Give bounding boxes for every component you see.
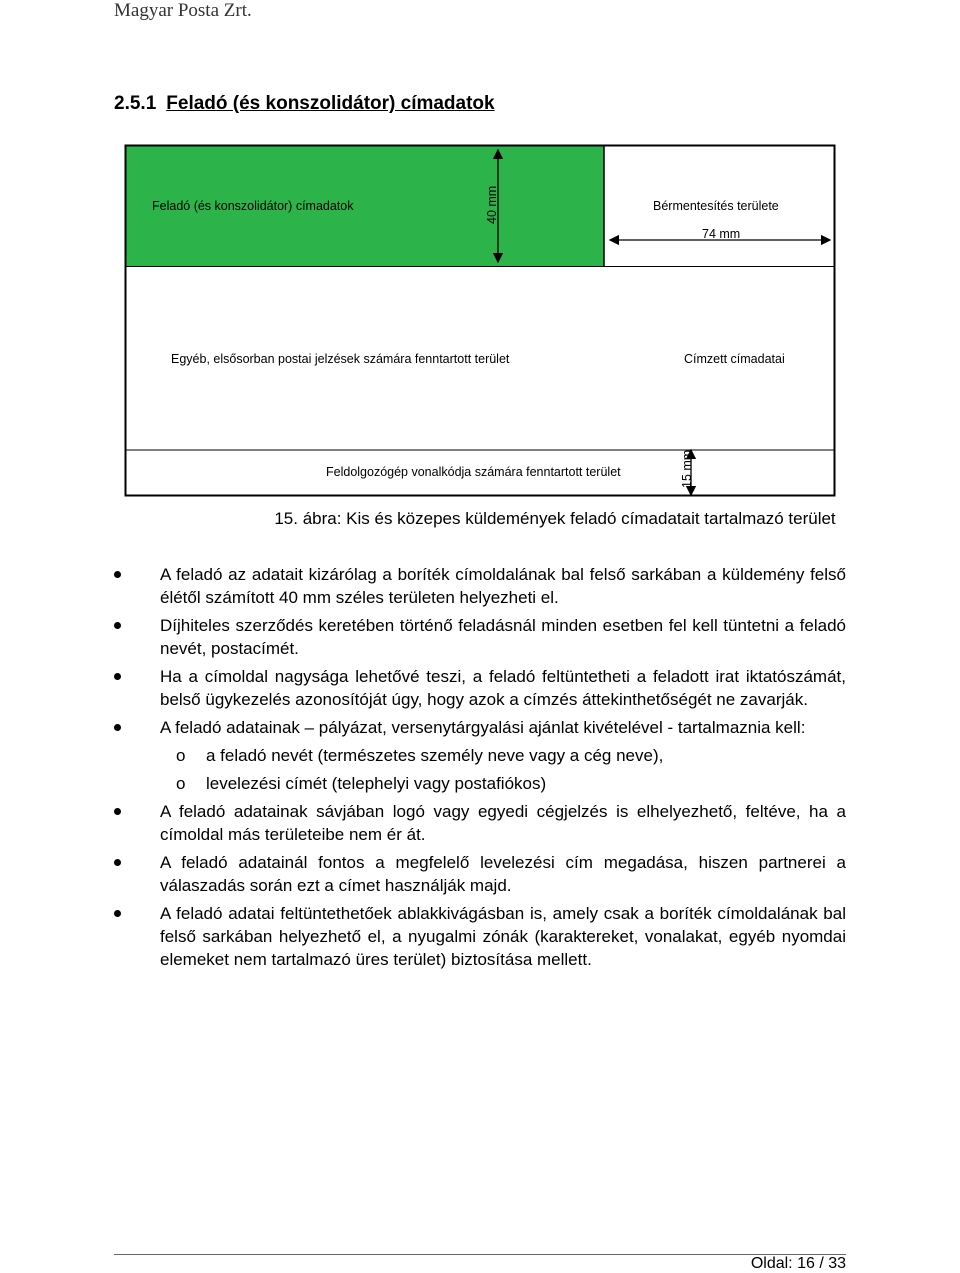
sender-area-label: Feladó (és konszolidátor) címadatok: [152, 199, 354, 213]
figure-caption: [0, 509, 960, 529]
section-title: Feladó (és konszolidátor) címadatok: [166, 93, 495, 114]
bullet-icon: [114, 859, 121, 866]
list-item: Díjhiteles szerződés keretében történő feladásnál minden esetben fel kell tüntetni a feladó nevét, postacímét.: [110, 614, 846, 660]
section-number: 2.5.1: [114, 93, 157, 114]
header-company: Magyar Posta Zrt.: [114, 0, 252, 21]
bullet-list: [110, 563, 846, 976]
height-15-label: 15 mm: [680, 449, 694, 488]
barcode-area-label: Feldolgozógép vonalkódja számára fenntartott terület: [326, 465, 621, 479]
recipient-area-label: Címzett címadatai: [684, 352, 785, 366]
postage-area-label: Bérmentesítés területe: [653, 199, 779, 213]
list-item: A feladó adatainál fontos a megfelelő levelezési cím megadása, hiszen partnerei a válaszadás során ezt a címet használják majd.: [110, 851, 846, 897]
postal-marks-area-label: Egyéb, elsősorban postai jelzések számára fenntartott terület: [171, 352, 510, 366]
bullet-icon: [114, 622, 121, 629]
circle-bullet-icon: o: [176, 746, 186, 765]
envelope-diagram: [124, 144, 836, 497]
footer-divider: [114, 1254, 846, 1255]
bullet-icon: [114, 571, 121, 578]
bullet-icon: [114, 808, 121, 815]
sub-list-item: o levelezési címét (telephelyi vagy postafiókos): [176, 774, 547, 793]
bullet-icon: [114, 724, 121, 731]
bullet-icon: [114, 673, 121, 680]
height-40-label: 40 mm: [485, 185, 499, 224]
list-item: A feladó adatai feltüntethetőek ablakkivágásban is, amely csak a boríték címoldalának bal felső sarkában helyezhető el, a nyugalmi zónák (karaktereket, vonalakat, egyéb nyomdai elemeket nem tartalmazó üres terület) biztosítása mellett.: [110, 902, 846, 971]
page-number: Oldal: 16 / 33: [750, 1255, 846, 1272]
list-item: A feladó az adatait kizárólag a boríték címoldalának bal felső sarkában a küldemény felső élétől számított 40 mm széles területen helyezheti el.: [110, 563, 846, 609]
list-item: A feladó adatainak sávjában logó vagy egyedi cégjelzés is elhelyezhető, feltéve, ha a címoldal más területeibe nem ér át.: [110, 800, 846, 846]
list-item: A feladó adatainak – pályázat, versenytárgyalási ajánlat kivételével - tartalmaznia kell:: [110, 716, 846, 739]
sub-list-item: o a feladó nevét (természetes személy neve vagy a cég neve),: [176, 746, 664, 765]
bullet-icon: [114, 910, 121, 917]
figure-caption-text: 15. ábra: Kis és közepes küldemények feladó címadatait tartalmazó terület: [274, 509, 836, 528]
list-item: Ha a címoldal nagysága lehetővé teszi, a feladó feltüntetheti a feladott irat iktatószámát, belső ügykezelés azonosítóját úgy, hogy azok a címzés áttekinthetőségét ne zavarják.: [110, 665, 846, 711]
width-74-label: 74 mm: [702, 227, 741, 241]
circle-bullet-icon: o: [176, 774, 186, 793]
section-heading: [114, 93, 495, 115]
